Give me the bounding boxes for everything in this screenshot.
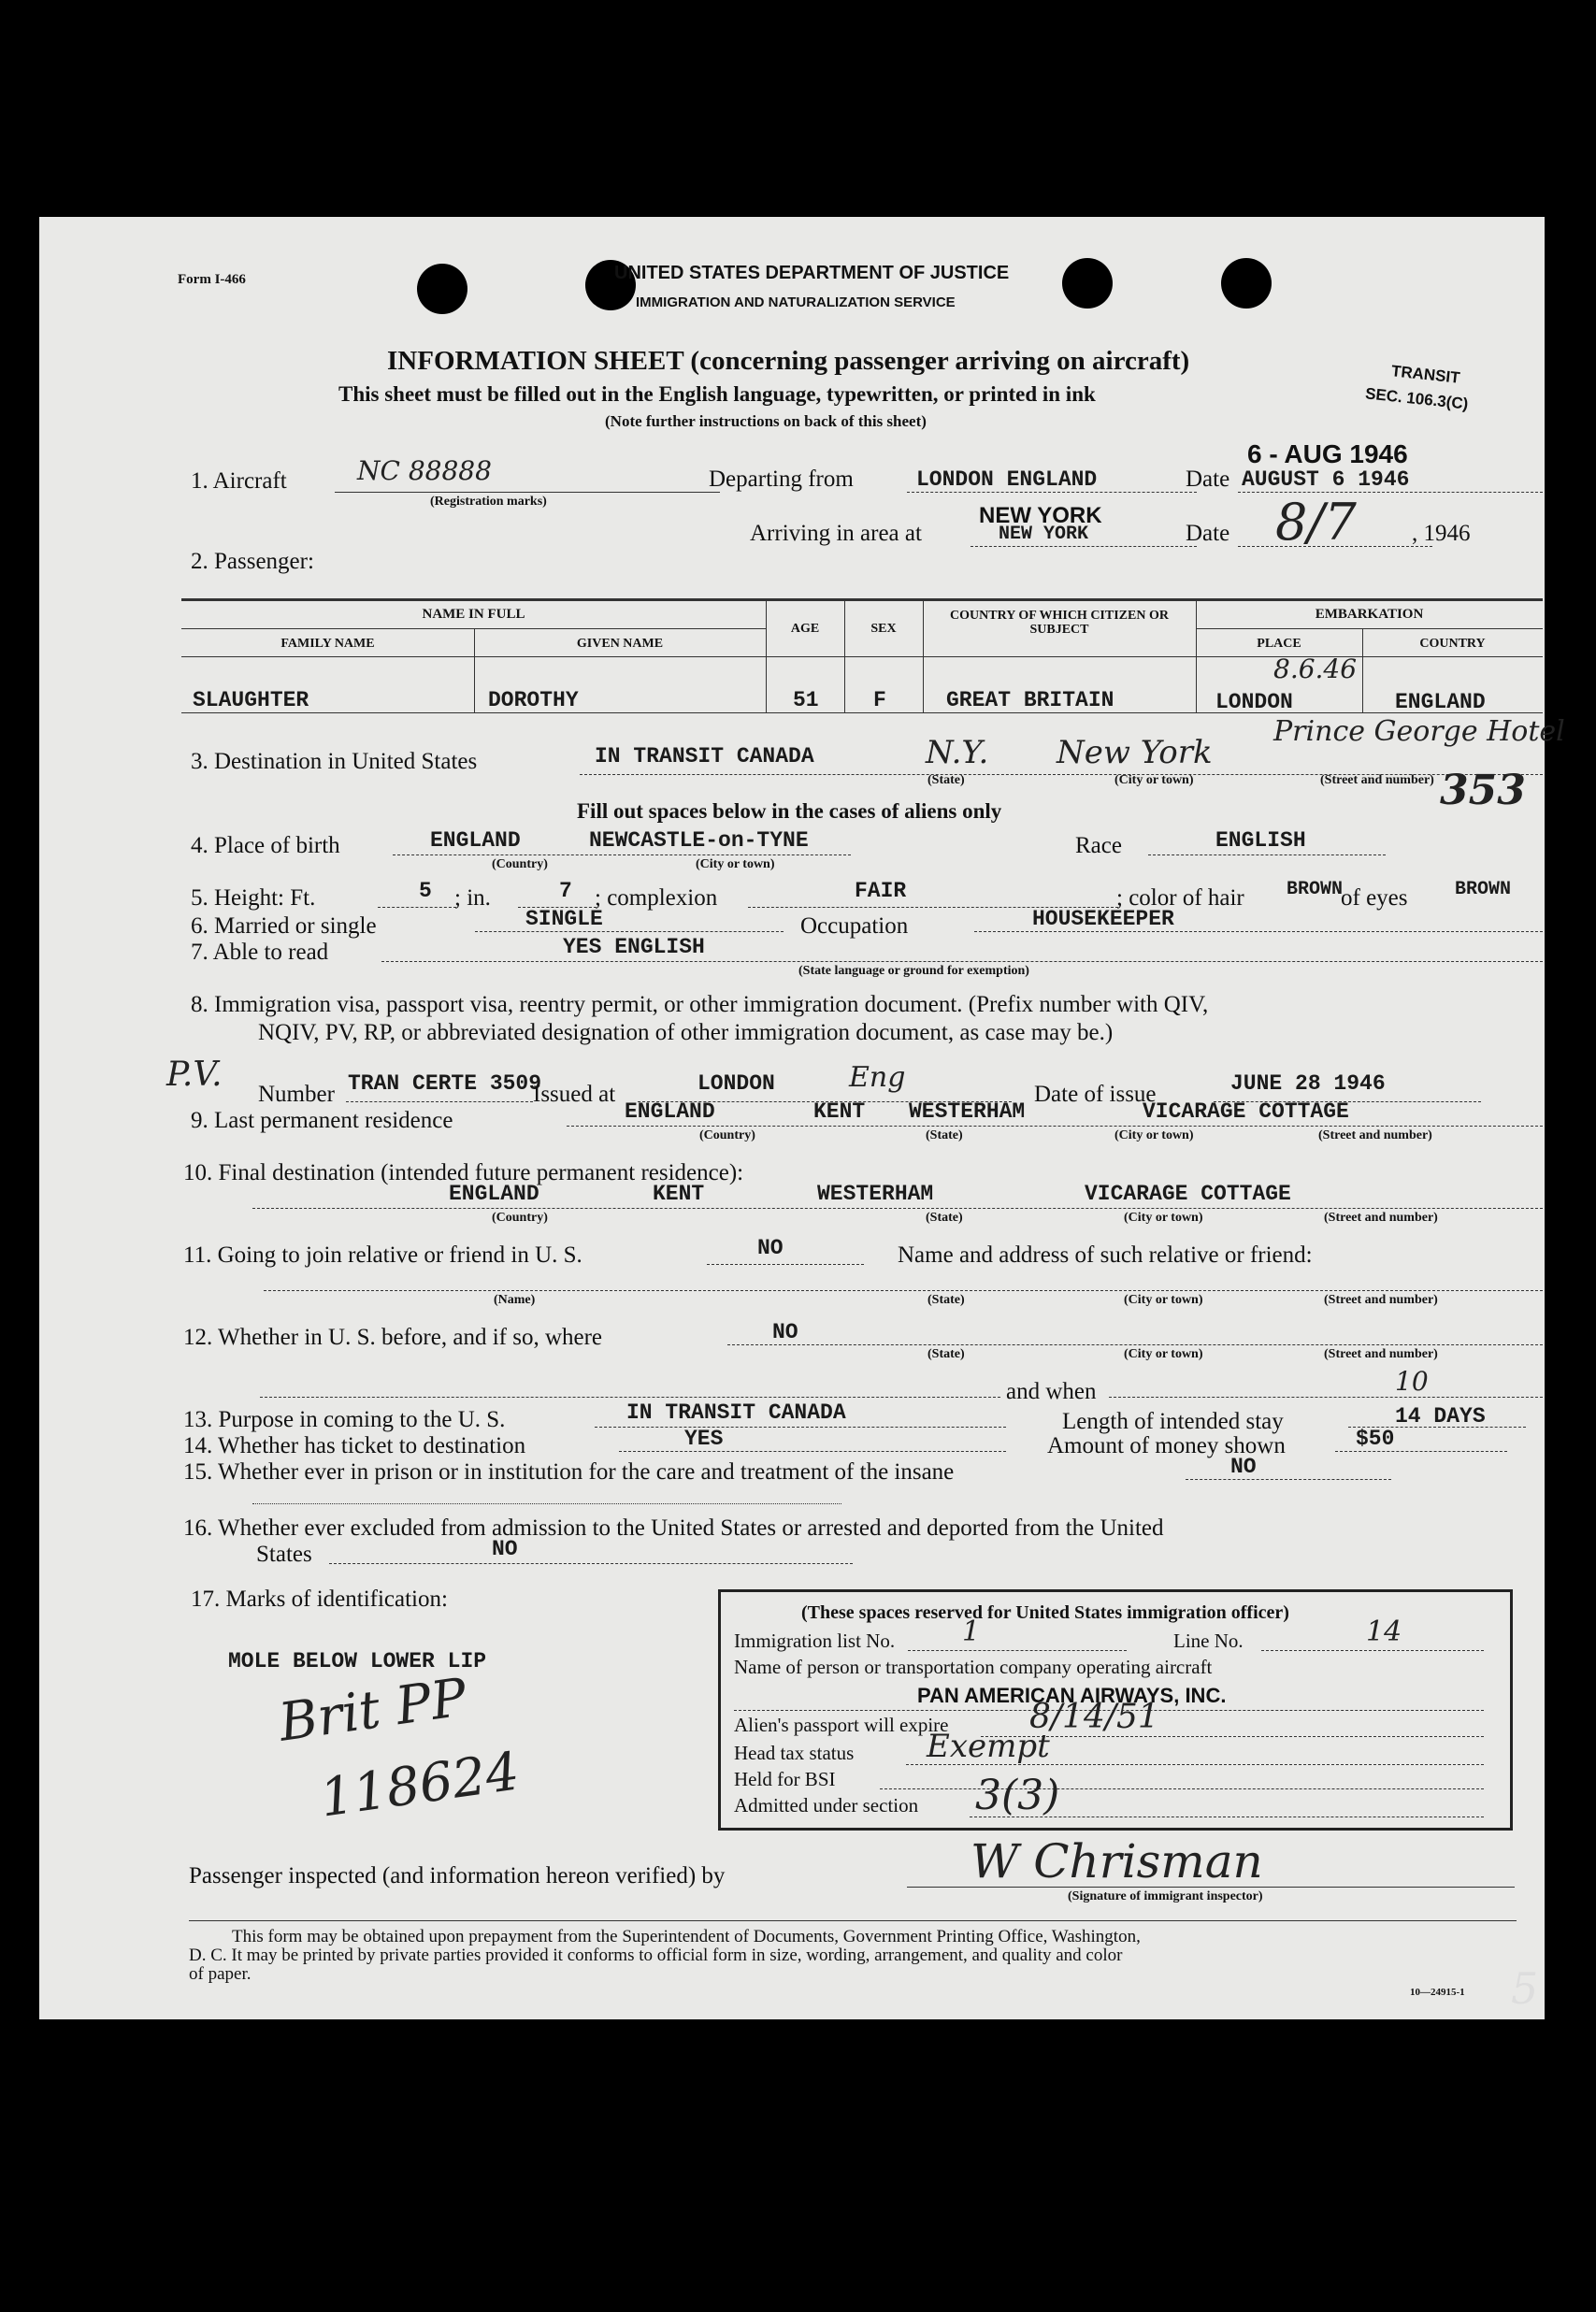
q10-street-caption: (Street and number) [1324,1211,1438,1225]
punch-hole-left [417,264,467,314]
company-value: PAN AMERICAN AIRWAYS, INC. [917,1684,1227,1707]
q15-label: 15. Whether ever in prison or in institution for the care and treatment of the insane [183,1459,955,1485]
q11-name-caption: (Name) [494,1293,536,1307]
held-bsi-label: Held for BSI [734,1768,836,1790]
q12-street-caption: (Street and number) [1324,1347,1438,1361]
birth-country-caption: (Country) [492,857,548,871]
date-value: AUGUST 6 1946 [1242,467,1410,492]
age-header: AGE [790,622,820,636]
final-dest-state: KENT [653,1182,705,1206]
form-title: INFORMATION SHEET (concerning passenger arriving on aircraft) [387,346,1190,376]
q17-label: 17. Marks of identification: [191,1587,448,1612]
q11-street-caption: (Street and number) [1324,1293,1438,1307]
destination-state-hand: N.Y. [926,734,989,771]
q10-city-caption: (City or town) [1124,1211,1203,1225]
age-value: 51 [793,688,819,712]
q4-label: 4. Place of birth [191,833,340,858]
q8-label-line1: 8. Immigration visa, passport visa, reentry permit, or other immigration document. (Prefix number with QIV, [191,992,1209,1017]
q11-city-caption: (City or town) [1124,1293,1203,1307]
height-in-value: 7 [559,879,572,903]
q3-city-caption: (City or town) [1114,773,1194,787]
q10-country-caption: (Country) [492,1211,548,1225]
q1-label: 1. Aircraft [191,468,287,494]
punch-hole-center-right [1062,258,1113,309]
q9-city-caption: (City or town) [1114,1128,1194,1142]
ticket-value: YES [684,1427,724,1451]
passport-expire-value: 8/14/51 [1029,1698,1159,1736]
line-no-value: 14 [1366,1616,1402,1648]
given-name-value: DOROTHY [488,688,579,712]
officer-box-title: (These spaces reserved for United States immigration officer) [801,1602,1289,1623]
line-no-label: Line No. [1173,1630,1244,1652]
occupation-label: Occupation [800,913,909,939]
service-name: IMMIGRATION AND NATURALIZATION SERVICE [636,294,956,310]
given-name-header: GIVEN NAME [576,637,664,651]
height-ft-value: 5 [419,879,432,903]
race-value: ENGLISH [1215,828,1306,853]
form-sheet [39,217,1565,2019]
visa-number-value: TRAN CERTE 3509 [348,1071,542,1096]
hair-label: ; color of hair [1116,885,1244,911]
eyes-label: of eyes [1341,885,1408,911]
stay-value: 14 DAYS [1395,1404,1486,1429]
stay-label: Length of intended stay [1062,1409,1284,1434]
money-value: $50 [1356,1427,1395,1451]
page-number: 5 [1511,1963,1539,2014]
form-code: 10—24915-1 [1410,1987,1465,1998]
birth-city-caption: (City or town) [696,857,775,871]
complexion-value: FAIR [855,879,907,903]
and-when-label: and when [1006,1379,1097,1404]
relative-name-label: Name and address of such relative or friend: [898,1242,1313,1268]
aliens-only-note: Fill out spaces below in the cases of aliens only [577,799,1002,823]
signature-caption: (Signature of immigrant inspector) [1068,1889,1263,1903]
last-residence-state: KENT [813,1099,866,1124]
occupation-value: HOUSEKEEPER [1032,907,1174,931]
head-tax-value: Exempt [927,1728,1050,1765]
family-name-value: SLAUGHTER [193,688,309,712]
date-label: Date [1186,467,1230,492]
emb-country-value: ENGLAND [1395,690,1486,714]
q10-state-caption: (State) [926,1211,963,1225]
form-number: Form I-466 [178,272,246,287]
handwritten-passport-number: 118624 [316,1741,524,1830]
footer-line1: This form may be obtained upon prepayment from the Superintendent of Documents, Government Printing Office, Washington, [232,1927,1141,1946]
q12-state-caption: (State) [927,1347,965,1361]
admitted-label: Admitted under section [734,1794,919,1817]
final-dest-street: VICARAGE COTTAGE [1085,1182,1291,1206]
prison-value: NO [1230,1455,1257,1479]
height-in-label: ; in. [454,885,491,911]
family-name-header: FAMILY NAME [280,637,375,651]
q3-state-caption: (State) [927,773,965,787]
money-label: Amount of money shown [1047,1433,1286,1458]
section-stamp: SEC. 106.3(C) [1364,384,1470,413]
q5-label: 5. Height: Ft. [191,885,316,911]
q9-country-caption: (Country) [699,1128,755,1142]
visa-number-label: Number [258,1082,335,1107]
embarkation-header: EMBARKATION [1315,607,1424,622]
final-dest-country: ENGLAND [449,1182,539,1206]
in-us-before-value: NO [772,1320,798,1344]
inspector-signature: W Chrisman [971,1834,1263,1888]
sex-value: F [873,688,886,712]
q6-label: 6. Married or single [191,913,377,939]
punch-hole-right [1221,258,1272,309]
place-value: LONDON [1215,690,1293,714]
name-in-full-header: NAME IN FULL [422,607,525,622]
q9-state-caption: (State) [926,1128,963,1142]
registration-caption: (Registration marks) [430,495,547,509]
birth-country-value: ENGLAND [430,828,521,853]
eyes-value: BROWN [1455,879,1512,900]
head-tax-label: Head tax status [734,1742,855,1764]
transit-stamp: TRANSIT [1390,362,1461,387]
date-stamp: 6 - AUG 1946 [1247,439,1408,468]
last-residence-city: WESTERHAM [909,1099,1026,1124]
arriving-value: NEW YORK [999,524,1089,545]
q11-state-caption: (State) [927,1293,965,1307]
departing-value: LONDON ENGLAND [916,467,1098,492]
q16-label-line1: 16. Whether ever excluded from admission to the United States or arrested and deported from the United [183,1515,1164,1541]
q16-label-line2: States [256,1542,312,1567]
q3-street-caption: (Street and number) [1320,773,1434,787]
q10-label: 10. Final destination (intended future permanent residence): [183,1160,744,1185]
destination-street-hand: Prince George Hotel [1273,715,1565,748]
purpose-value: IN TRANSIT CANADA [626,1400,846,1425]
department-name: UNITED STATES DEPARTMENT OF JUSTICE [614,263,1010,283]
able-to-read-value: YES ENGLISH [563,935,705,959]
form-note: (Note further instructions on back of this sheet) [605,412,927,430]
emb-country-header: COUNTRY [1419,637,1486,651]
hair-value: BROWN [1287,879,1344,900]
q12-label: 12. Whether in U. S. before, and if so, where [183,1325,603,1350]
departing-label: Departing from [709,467,854,492]
issued-at-value: LONDON [697,1071,775,1096]
final-dest-city: WESTERHAM [817,1182,934,1206]
marks-value: MOLE BELOW LOWER LIP [228,1649,487,1673]
destination-city-hand: New York [1057,734,1213,771]
q9-street-caption: (Street and number) [1318,1128,1432,1142]
date-of-issue-value: JUNE 28 1946 [1230,1071,1386,1096]
handwritten-10: 10 [1395,1366,1429,1397]
complexion-label: ; complexion [595,885,718,911]
join-relative-value: NO [757,1236,784,1260]
admitted-value: 3(3) [975,1772,1060,1819]
citizen-value: GREAT BRITAIN [946,688,1114,712]
q2-label: 2. Passenger: [191,549,314,574]
q12-city-caption: (City or town) [1124,1347,1203,1361]
place-header: PLACE [1257,637,1301,651]
marital-value: SINGLE [525,907,603,931]
q7-label: 7. Able to read [191,940,329,965]
q14-label: 14. Whether has ticket to destination [183,1433,526,1458]
handwritten-eng: Eng [849,1061,906,1094]
q7-caption: (State language or ground for exemption) [798,964,1029,978]
embarkation-date-handwritten: 8.6.46 [1273,653,1358,684]
q9-label: 9. Last permanent residence [191,1108,453,1133]
footer-line3: of paper. [189,1964,252,1984]
sex-header: SEX [870,622,897,636]
q3-label: 3. Destination in United States [191,749,478,774]
handwritten-pv: P.V. [166,1055,223,1094]
handwritten-brit-pp: Brit PP [275,1667,470,1754]
excluded-value: NO [492,1537,518,1561]
q13-label: 13. Purpose in coming to the U. S. [183,1407,506,1432]
destination-value: IN TRANSIT CANADA [595,744,814,768]
birth-city-value: NEWCASTLE-on-TYNE [589,828,809,853]
last-residence-street: VICARAGE COTTAGE [1143,1099,1349,1124]
officer-box [718,1589,1513,1831]
handwritten-353: 353 [1440,767,1526,814]
issued-at-label: Issued at [533,1082,616,1107]
list-no-value: 1 [962,1616,981,1648]
arriving-label: Arriving in area at [750,521,922,546]
date-of-issue-label: Date of issue [1034,1082,1157,1107]
aircraft-value: NC 88888 [357,455,492,486]
race-label: Race [1075,833,1122,858]
footer-line2: D. C. It may be printed by private parties provided it conforms to official form in size, wording, arrangement, and quality and color [189,1946,1123,1965]
form-subtitle: This sheet must be filled out in the English language, typewritten, or printed in ink [338,382,1096,406]
q11-label: 11. Going to join relative or friend in U. S. [183,1242,582,1268]
date2-label: Date [1186,521,1230,546]
q8-label-line2: NQIV, PV, RP, or abbreviated designation of other immigration document, as case may be.) [258,1020,1114,1045]
company-label: Name of person or transportation company operating aircraft [734,1656,1213,1678]
date2-value: 8/7 [1275,493,1357,552]
citizen-header: COUNTRY OF WHICH CITIZEN OR SUBJECT [950,609,1169,637]
arriving-stamp: NEW YORK [979,503,1102,528]
passport-expire-label: Alien's passport will expire [734,1714,949,1736]
inspected-label: Passenger inspected (and information hereon verified) by [189,1863,726,1888]
date2-year: , 1946 [1412,521,1471,546]
list-no-label: Immigration list No. [734,1630,896,1652]
last-residence-country: ENGLAND [625,1099,715,1124]
